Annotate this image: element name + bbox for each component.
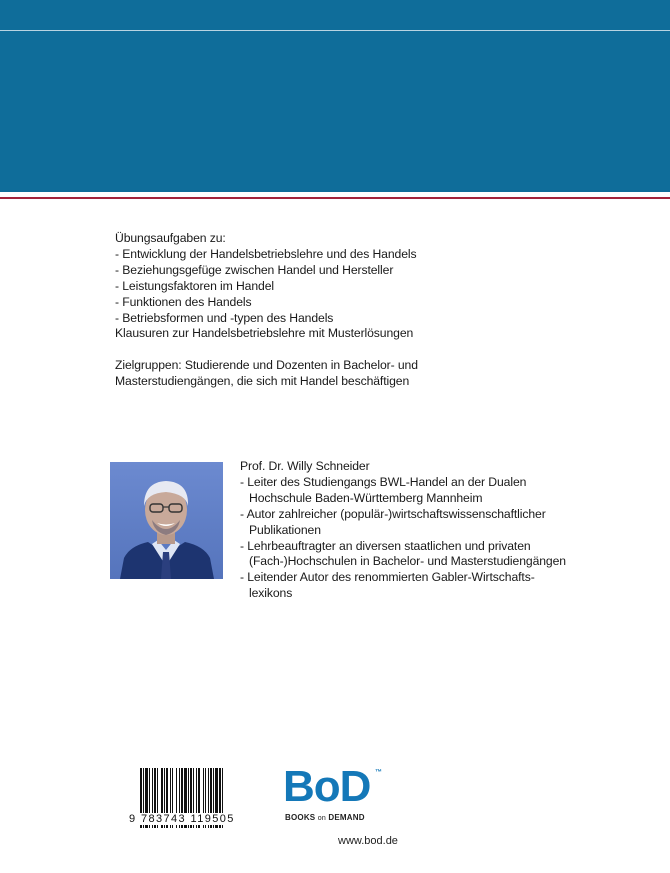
bod-logo [283, 762, 393, 830]
author-bio [240, 459, 660, 602]
header-band [0, 0, 670, 192]
author-bullet-cont: Publikationen [249, 522, 321, 537]
author-bullet: - Lehrbeauftragter an diversen staatlichen und privaten [240, 538, 531, 553]
trademark-mark: ™ [375, 769, 382, 776]
exercise-item: - Leistungsfaktoren im Handel [115, 278, 275, 293]
author-bullet-cont: lexikons [249, 586, 293, 601]
bod-tagline [285, 813, 365, 822]
tagline-books: BOOKS [285, 813, 316, 822]
author-bullet-cont: Hochschule Baden-Württemberg Mannheim [249, 490, 483, 505]
tagline-on: on [317, 815, 326, 822]
author-bullet: - Leitender Autor des renommierten Gabler-Wirtschafts- [240, 570, 535, 585]
target-groups-line-1: Zielgruppen: Studierende und Dozenten in Bachelor- und [115, 358, 418, 373]
description-block [115, 231, 575, 390]
exercises-heading: Übungsaufgaben zu: [115, 231, 226, 245]
author-name: Prof. Dr. Willy Schneider [240, 459, 370, 473]
exercise-item: - Entwicklung der Handelsbetriebslehre und des Handels [115, 246, 417, 261]
isbn-digits: 9 783743 119505 [129, 813, 259, 825]
author-bullet: - Leiter des Studiengangs BWL-Handel an der Dualen [240, 474, 527, 489]
target-groups-line-2: Masterstudiengängen, die sich mit Handel beschäftigen [115, 374, 410, 389]
tagline-demand: DEMAND [328, 813, 365, 822]
author-photo [110, 462, 223, 579]
bod-logo-wordmark: BoD [283, 762, 371, 811]
exercise-item: - Beziehungsgefüge zwischen Handel und Hersteller [115, 262, 394, 277]
author-bullet-cont: (Fach-)Hochschulen in Bachelor- und Masterstudiengängen [249, 554, 566, 569]
exercise-item: - Funktionen des Handels [115, 294, 252, 309]
publisher-url: www.bod.de [338, 835, 398, 847]
divider-rule [0, 197, 670, 199]
header-thin-line [0, 30, 670, 31]
exercise-item: - Betriebsformen und -typen des Handels [115, 310, 334, 325]
author-bullet: - Autor zahlreicher (populär-)wirtschaftswissenschaftlicher [240, 506, 546, 521]
exercises-closing: Klausuren zur Handelsbetriebslehre mit Musterlösungen [115, 326, 414, 341]
